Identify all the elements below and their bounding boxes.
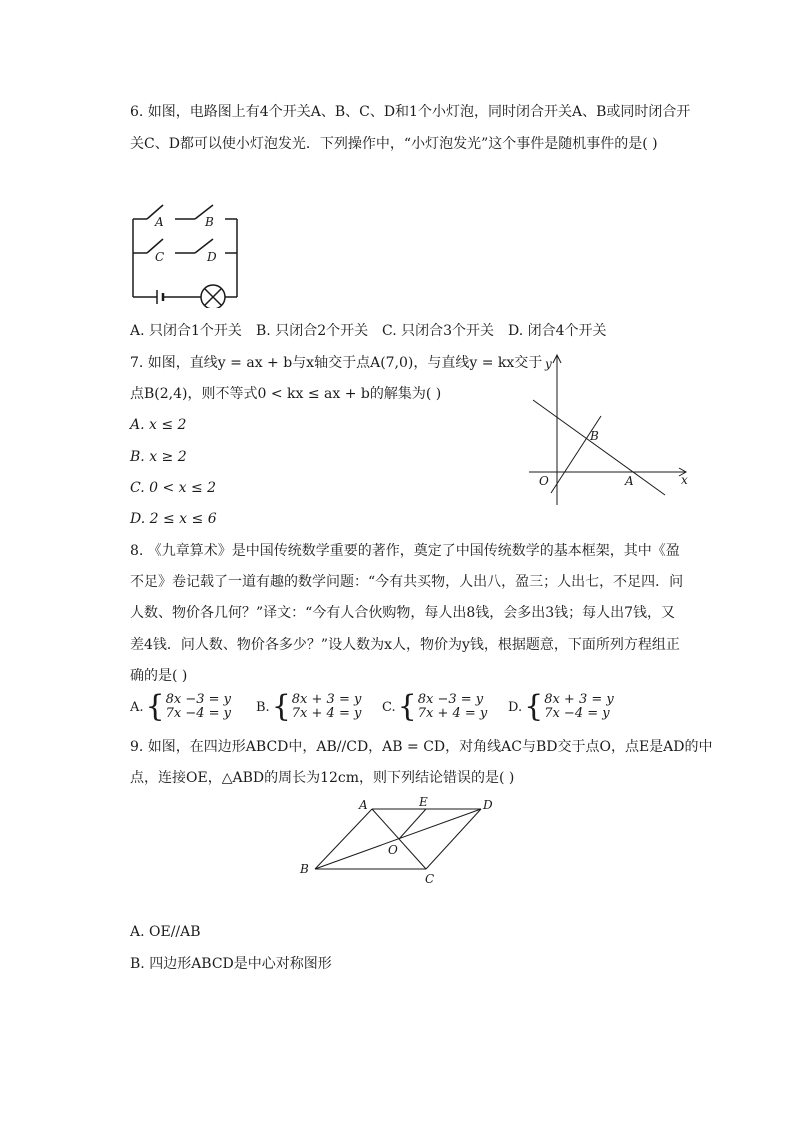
q6-option-b[interactable]: B. 只闭合2个开关 [256,323,369,339]
q6-option-a[interactable]: A. 只闭合1个开关 [130,323,242,339]
q8-option-c-eq2: 7x + 4 = y [417,706,488,721]
q8-option-b-letter: B. [256,699,270,715]
circuit-diagram [125,193,245,308]
q8-option-a-eq1: 8x −3 = y [165,692,232,707]
q7-text-line1: 7. 如图，直线y = ax + b与x轴交于点A(7,0)，与直线y = kx交于 [130,355,543,371]
q8-option-a-letter: A. [130,699,144,715]
q6-text-line1: 6. 如图，电路图上有4个开关A、B、C、D和1个小灯泡，同时闭合开关A、B或同时闭合开 [130,104,691,120]
q8-option-d-letter: D. [508,699,523,715]
brace-symbol: { [145,689,165,724]
brace-symbol: { [271,689,291,724]
switch-label-b: B [205,215,214,229]
q8-option-b-eq2: 7x + 4 = y [291,706,362,721]
q8-text-line1: 8. 《九章算术》是中国传统数学重要的著作，奠定了中国传统数学的基本框架，其中《盈 [130,543,680,559]
switch-label-c: C [155,250,165,264]
q8-text-line5: 确的是( ) [130,668,188,684]
axis-label-y: y [545,357,552,371]
q8-option-c-letter: C. [382,699,396,715]
q7-option-c[interactable]: C. 0 < x ≤ 2 [130,480,217,496]
q7-option-b[interactable]: B. x ≥ 2 [130,449,187,465]
brace-symbol: { [524,689,544,724]
axis-label-x: x [681,473,688,487]
q6-option-d[interactable]: D. 闭合4个开关 [508,323,607,339]
q7-option-d[interactable]: D. 2 ≤ x ≤ 6 [130,511,217,527]
q8-option-c-eq1: 8x −3 = y [417,692,484,707]
q8-option-d-eq2: 7x −4 = y [544,706,610,721]
q9-text-line2: 点，连接OE，△ABD的周长为12cm，则下列结论错误的是( ) [130,770,515,786]
origin-label: O [539,474,549,488]
point-label-e: E [419,795,428,809]
parallelogram-diagram [295,793,510,885]
q8-text-line4: 差4钱．问人数、物价各多少？”设人数为x人，物价为y钱，根据题意，下面所列方程组正 [130,637,680,653]
switch-label-a: A [155,215,164,229]
q8-option-d[interactable] [508,689,614,724]
q8-option-d-eq1: 8x + 3 = y [544,692,614,707]
brace-symbol: { [397,689,417,724]
point-label-b: B [590,429,599,443]
vertex-label-a: A [359,798,368,812]
q6-option-c[interactable]: C. 只闭合3个开关 [382,323,495,339]
q9-text-line1: 9. 如图，在四边形ABCD中，AB//CD，AB = CD，对角线AC与BD交于点O，点E是AD的中 [130,739,713,755]
q7-option-a[interactable]: A. x ≤ 2 [130,417,187,433]
switch-label-d: D [207,250,217,264]
vertex-label-d: D [483,798,493,812]
point-label-a: A [625,474,634,488]
q8-option-a[interactable] [130,689,232,724]
q8-option-c[interactable] [382,689,488,724]
q8-text-line2: 不足》卷记载了一道有趣的数学问题：“今有共买物，人出八，盈三；人出七，不足四．问 [130,574,684,590]
linear-graph [525,350,695,510]
q9-option-b[interactable]: B. 四边形ABCD是中心对称图形 [130,956,332,972]
q8-option-b[interactable] [256,689,362,724]
q9-option-a[interactable]: A. OE//AB [130,924,201,940]
vertex-label-b: B [300,862,309,876]
q8-option-b-eq1: 8x + 3 = y [291,692,362,707]
q8-text-line3: 人数、物价各几何？”译文：“今有人合伙购物，每人出8钱，会多出3钱；每人出7钱，又 [130,605,676,621]
q7-text-line2: 点B(2,4)，则不等式0 < kx ≤ ax + b的解集为( ) [130,386,442,402]
vertex-label-c: C [425,872,435,885]
q8-option-a-eq2: 7x −4 = y [165,706,232,721]
q6-text-line2: 关C、D都可以使小灯泡发光．下列操作中，“小灯泡发光”这个事件是随机事件的是( ) [130,136,658,152]
point-label-o: O [388,843,398,857]
